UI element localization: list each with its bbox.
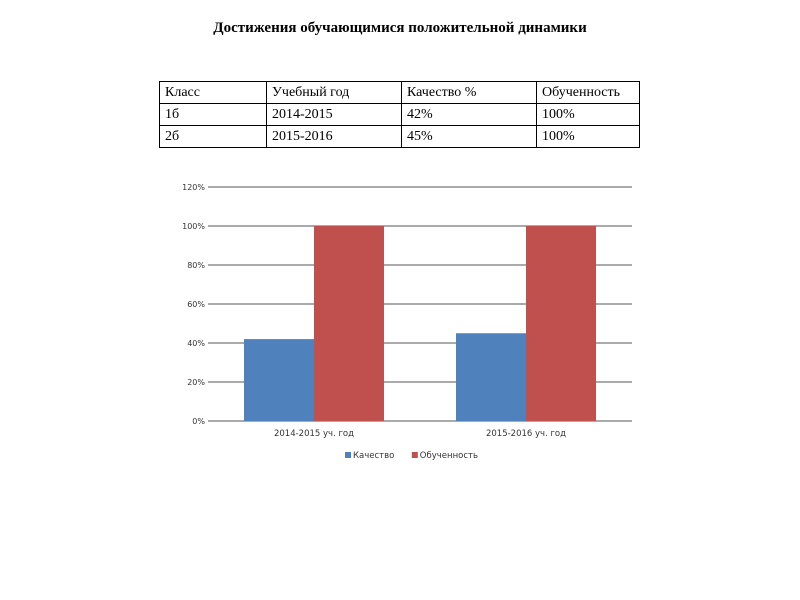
- legend-label: Качество: [353, 451, 395, 461]
- x-tick-label: 2014-2015 уч. год: [273, 429, 355, 439]
- y-tick-label: 40%: [187, 339, 205, 348]
- y-tick-label: 60%: [187, 300, 205, 309]
- chart-bars: [244, 226, 596, 421]
- table-cell: 2015-2016: [267, 126, 402, 148]
- chart-legend: [345, 451, 478, 461]
- chart-x-tick-labels: [274, 429, 566, 439]
- table-row: [160, 126, 640, 148]
- table-header-cell: Учебный год: [267, 82, 402, 104]
- table-cell: 2б: [160, 126, 267, 148]
- table-cell: 1б: [160, 104, 267, 126]
- chart-y-tick-labels: [182, 183, 205, 426]
- table-cell: 2014-2015: [267, 104, 402, 126]
- y-tick-label: 20%: [187, 378, 205, 387]
- legend-swatch: [412, 452, 418, 458]
- bar: [314, 226, 384, 421]
- bar-chart: [170, 178, 640, 473]
- table-cell: 100%: [537, 126, 640, 148]
- bar: [526, 226, 596, 421]
- x-tick-label: 2015-2016 уч. год: [485, 429, 567, 439]
- legend-label: Обученность: [419, 451, 478, 461]
- table-cell: 100%: [537, 104, 640, 126]
- legend-swatch: [345, 452, 351, 458]
- table-cell: 42%: [402, 104, 537, 126]
- table-header-cell: Качество %: [402, 82, 537, 104]
- y-tick-label: 120%: [182, 183, 205, 192]
- results-table: [159, 81, 640, 148]
- y-tick-label: 80%: [187, 261, 205, 270]
- table-header-cell: Класс: [160, 82, 267, 104]
- bar: [244, 339, 314, 421]
- table-header-row: [160, 82, 640, 104]
- table-header-cell: Обученность: [537, 82, 640, 104]
- page-title: Достижения обучающимися положительной динамики: [213, 20, 587, 36]
- bar: [456, 333, 526, 421]
- table-row: [160, 104, 640, 126]
- y-tick-label: 100%: [182, 222, 205, 231]
- y-tick-label: 0%: [192, 417, 205, 426]
- table-cell: 45%: [402, 126, 537, 148]
